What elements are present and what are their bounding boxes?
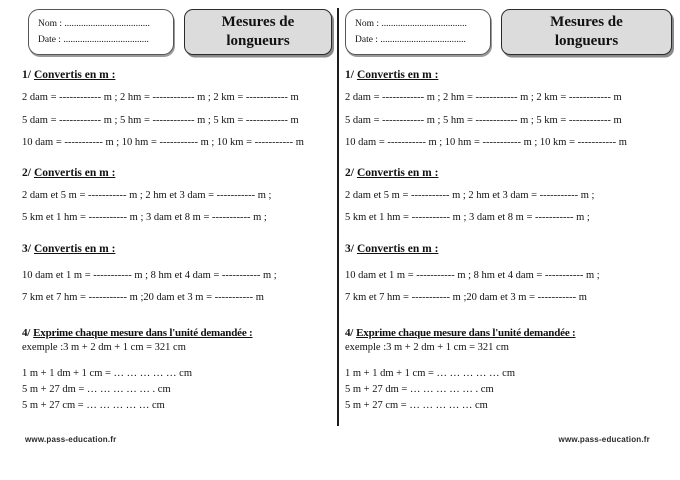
- section-number: 2/: [22, 166, 31, 179]
- exercise-line: 5 dam = ------------ m ; 5 hm = ------------ m ; 5 km = ------------ m: [22, 114, 299, 126]
- exercise-line: 7 km et 7 hm = ----------- m ;20 dam et 3 m = ----------- m: [345, 292, 587, 303]
- section-4: [22, 327, 332, 414]
- page-divider: [337, 8, 339, 426]
- date-field: Date : ....................................: [38, 35, 149, 45]
- exercise-line: 2 dam = ------------ m ; 2 hm = ------------ m ; 2 km = ------------ m: [22, 92, 299, 103]
- header: [28, 9, 332, 55]
- exercise-line: 10 dam et 1 m = ----------- m ; 8 hm et 4 dam = ----------- m ;: [345, 269, 600, 281]
- exercise-line: 5 m + 27 cm = … … … … … cm: [345, 399, 488, 411]
- section-number: 1/: [345, 69, 354, 81]
- section-number: 3/: [22, 242, 31, 255]
- footer-url: www.pass-education.fr: [558, 435, 650, 444]
- footer-url: www.pass-education.fr: [25, 435, 117, 444]
- header: [345, 9, 672, 55]
- section-title: Exprime chaque mesure dans l'unité demandée :: [33, 326, 253, 339]
- exercise-line: 1 m + 1 dm + 1 cm = … … … … … cm: [345, 367, 516, 379]
- exercise-line: 1 m + 1 dm + 1 cm = … … … … … cm: [22, 367, 193, 379]
- name-field: Nom : ....................................: [355, 19, 467, 29]
- section-3-heading: [22, 243, 332, 255]
- section-2-heading: [22, 167, 332, 179]
- section-number: 3/: [345, 242, 354, 255]
- section-number: 1/: [22, 69, 31, 81]
- section-title: Convertis en m :: [33, 166, 116, 179]
- exercise-line: 10 dam = ----------- m ; 10 hm = ----------- m ; 10 km = ----------- m: [22, 137, 304, 148]
- exercise-line: 5 dam = ------------ m ; 5 hm = ------------ m ; 5 km = ------------ m: [345, 114, 622, 126]
- section-title: Convertis en m :: [356, 69, 439, 81]
- section-3: [345, 243, 672, 310]
- section-1-heading: [22, 69, 332, 81]
- title-line-1: Mesures de: [550, 13, 623, 30]
- section-2: [345, 167, 672, 230]
- section-number: 4/: [22, 326, 31, 339]
- section-4-heading: [345, 327, 672, 339]
- title-line-1: Mesures de: [221, 13, 295, 30]
- section-number: 2/: [345, 166, 354, 179]
- section-1-heading: [345, 69, 672, 81]
- exercise-line: 5 m + 27 dm = … … … … … . cm: [345, 383, 494, 395]
- section-3: [22, 243, 332, 310]
- worksheet-page-right: [341, 0, 680, 480]
- exercise-line: 2 dam = ------------ m ; 2 hm = ------------ m ; 2 km = ------------ m: [345, 92, 622, 103]
- exercise-line: 2 dam et 5 m = ----------- m ; 2 hm et 3 dam = ----------- m ;: [345, 189, 595, 201]
- exercise-line: 5 km et 1 hm = ----------- m ; 3 dam et 8 m = ----------- m ;: [345, 212, 590, 223]
- exercise-line: 5 m + 27 dm = … … … … … . cm: [22, 383, 171, 395]
- exercise-line: 5 m + 27 cm = … … … … … cm: [22, 399, 165, 411]
- exercise-line: 7 km et 7 hm = ----------- m ;20 dam et 3 m = ----------- m: [22, 292, 264, 303]
- section-1: [22, 69, 332, 155]
- section-title: Convertis en m :: [356, 242, 439, 255]
- worksheet-title: [501, 9, 672, 55]
- name-date-box: [345, 9, 491, 55]
- name-date-box: [28, 9, 174, 55]
- example-line: exemple :3 m + 2 dm + 1 cm = 321 cm: [345, 341, 509, 353]
- title-line-2: longueurs: [554, 33, 619, 49]
- section-number: 4/: [345, 326, 354, 339]
- title-line-2: longueurs: [226, 33, 290, 49]
- date-field: Date : ....................................: [355, 35, 466, 45]
- section-2: [22, 167, 332, 230]
- exercise-line: 2 dam et 5 m = ----------- m ; 2 hm et 3 dam = ----------- m ;: [22, 189, 272, 201]
- section-2-heading: [345, 167, 672, 179]
- worksheet-page-left: [0, 0, 336, 480]
- exercise-line: 5 km et 1 hm = ----------- m ; 3 dam et 8 m = ----------- m ;: [22, 212, 267, 223]
- example-line: exemple :3 m + 2 dm + 1 cm = 321 cm: [22, 341, 186, 353]
- section-1: [345, 69, 672, 155]
- section-title: Convertis en m :: [33, 242, 116, 255]
- worksheet-title: [184, 9, 332, 55]
- exercise-line: 10 dam = ----------- m ; 10 hm = ----------- m ; 10 km = ----------- m: [345, 137, 627, 148]
- section-4: [345, 327, 672, 414]
- exercise-line: 10 dam et 1 m = ----------- m ; 8 hm et 4 dam = ----------- m ;: [22, 269, 277, 281]
- section-3-heading: [345, 243, 672, 255]
- section-4-heading: [22, 327, 332, 339]
- section-title: Convertis en m :: [33, 69, 116, 81]
- section-title: Exprime chaque mesure dans l'unité demandée :: [356, 326, 576, 339]
- name-field: Nom : ....................................: [38, 19, 150, 29]
- section-title: Convertis en m :: [356, 166, 439, 179]
